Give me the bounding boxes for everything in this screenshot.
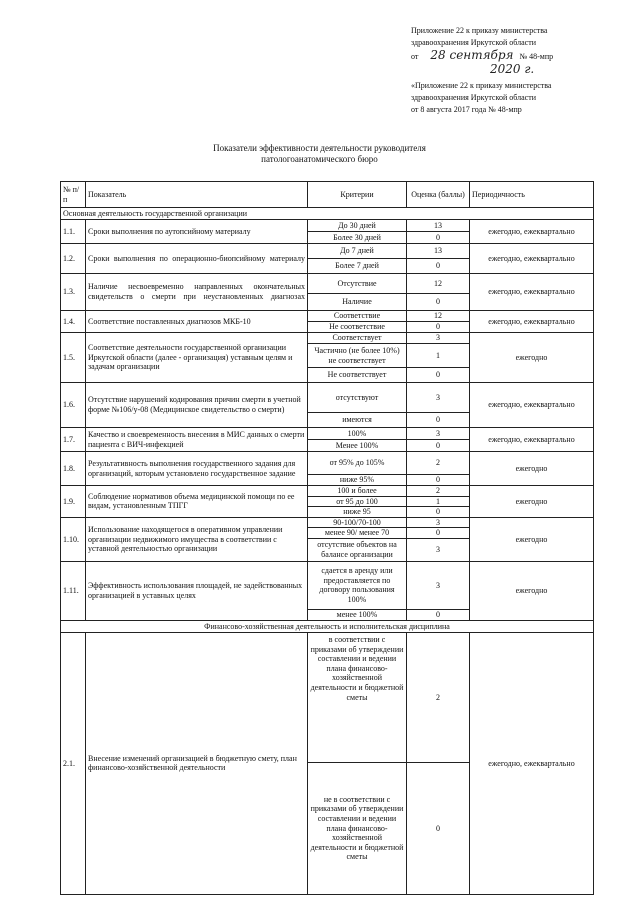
- score-cell: 0: [407, 259, 470, 274]
- table-row: [61, 274, 594, 294]
- row-num: 1.11.: [61, 561, 86, 620]
- row-indicator: Соблюдение нормативов объема медицинской помощи по ее видам, установленным ТПГГ: [86, 486, 308, 518]
- criteria-cell: менее 90/ менее 70: [308, 528, 407, 539]
- handwritten-year: 2020 г.: [490, 62, 535, 76]
- score-cell: 3: [407, 538, 470, 561]
- score-cell: 0: [407, 322, 470, 333]
- criteria-cell: отсутствие объектов на балансе организации: [308, 538, 407, 561]
- row-indicator: Использование находящегося в оперативном управлении организации недвижимого имущества в соответствии с уставной деятельностью организации: [86, 517, 308, 561]
- row-period: ежегодно: [470, 561, 594, 620]
- criteria-cell: Соответствует: [308, 333, 407, 344]
- criteria-cell: Отсутствие: [308, 274, 407, 294]
- header-date-line: [411, 50, 553, 62]
- header-line-1: Приложение 22 к приказу министерства: [411, 26, 548, 35]
- score-cell: 3: [407, 561, 470, 609]
- row-num: 1.4.: [61, 311, 86, 333]
- row-indicator: Сроки выполнения по операционно-биопсийному материалу: [86, 244, 308, 274]
- score-cell: 2: [407, 632, 470, 762]
- row-num: 1.5.: [61, 333, 86, 383]
- criteria-cell: от 95% до 105%: [308, 452, 407, 475]
- score-cell: 12: [407, 311, 470, 322]
- criteria-cell: Более 7 дней: [308, 259, 407, 274]
- header-line-5: здравоохранения Иркутской области: [411, 93, 536, 102]
- order-number: № 48-мпр: [519, 52, 554, 61]
- row-indicator: Эффективность использования площадей, не задействованных организацией в уставных целях: [86, 561, 308, 620]
- criteria-cell: от 95 до 100: [308, 496, 407, 507]
- table-row: [61, 486, 594, 497]
- score-cell: 0: [407, 762, 470, 894]
- header-line-2: здравоохранения Иркутской области: [411, 38, 536, 47]
- row-indicator: Сроки выполнения по аутопсийному материалу: [86, 220, 308, 244]
- row-period: ежегодно, ежеквартально: [470, 274, 594, 311]
- row-num: 1.9.: [61, 486, 86, 518]
- row-num: 1.2.: [61, 244, 86, 274]
- row-num: 1.3.: [61, 274, 86, 311]
- table-row: [61, 517, 594, 528]
- criteria-cell: Соответствие: [308, 311, 407, 322]
- row-period: ежегодно: [470, 517, 594, 561]
- row-period: ежегодно, ежеквартально: [470, 244, 594, 274]
- from-label: от: [411, 52, 419, 61]
- section-title-2: Финансово-хозяйственная деятельность и исполнительская дисциплина: [61, 620, 594, 632]
- criteria-cell: До 30 дней: [308, 220, 407, 232]
- criteria-cell: Не соответствует: [308, 368, 407, 383]
- header-num: № п/п: [61, 182, 86, 208]
- row-period: ежегодно, ежеквартально: [470, 383, 594, 428]
- row-period: ежегодно, ежеквартально: [470, 632, 594, 894]
- title-line-2: патологоанатомического бюро: [261, 154, 378, 164]
- score-cell: 13: [407, 220, 470, 232]
- criteria-cell: Не соответствие: [308, 322, 407, 333]
- score-cell: 0: [407, 609, 470, 620]
- criteria-cell: 90-100/70-100: [308, 517, 407, 528]
- row-indicator: Отсутствие нарушений кодирования причин смерти в учетной форме №106/у-08 (Медицинское свидетельство о смерти): [86, 383, 308, 428]
- table-row: [61, 244, 594, 259]
- row-period: ежегодно: [470, 333, 594, 383]
- criteria-cell: 100 и более: [308, 486, 407, 497]
- section-title-1: Основная деятельность государственной организации: [61, 208, 594, 220]
- score-cell: 2: [407, 486, 470, 497]
- header-indicator: Показатель: [86, 182, 308, 208]
- criteria-cell: Менее 100%: [308, 440, 407, 452]
- criteria-cell: сдается в аренду или предоставляется по договору пользования 100%: [308, 561, 407, 609]
- row-num: 1.8.: [61, 452, 86, 486]
- criteria-cell: не в соответствии с приказами об утверждении составлении и ведении плана финансово-хозяйственной деятельности и бюджетной сметы: [308, 762, 407, 894]
- score-cell: 3: [407, 517, 470, 528]
- score-cell: 1: [407, 344, 470, 368]
- table-row: [61, 383, 594, 413]
- document-title: [60, 143, 579, 165]
- score-cell: 12: [407, 274, 470, 294]
- row-num: 1.6.: [61, 383, 86, 428]
- row-period: ежегодно, ежеквартально: [470, 220, 594, 244]
- score-cell: 0: [407, 232, 470, 244]
- score-cell: 0: [407, 528, 470, 539]
- score-cell: 13: [407, 244, 470, 259]
- row-period: ежегодно, ежеквартально: [470, 428, 594, 452]
- score-cell: 3: [407, 333, 470, 344]
- row-period: ежегодно: [470, 486, 594, 518]
- criteria-cell: в соответствии с приказами об утверждении составлении и ведении плана финансово-хозяйственной деятельности и бюджетной сметы: [308, 632, 407, 762]
- section-row-2: [61, 620, 594, 632]
- row-num: 1.7.: [61, 428, 86, 452]
- criteria-cell: отсутствуют: [308, 383, 407, 413]
- score-cell: 2: [407, 452, 470, 475]
- indicators-table: [60, 181, 594, 895]
- table-row: [61, 220, 594, 232]
- handwritten-date: 28 сентября: [430, 48, 514, 62]
- criteria-cell: До 7 дней: [308, 244, 407, 259]
- criteria-cell: ниже 95%: [308, 475, 407, 486]
- row-indicator: Соответствие деятельности государственной организации Иркутской области (далее - организация) уставным целям и задачам организации: [86, 333, 308, 383]
- score-cell: 3: [407, 383, 470, 413]
- table-row: [61, 333, 594, 344]
- criteria-cell: Наличие: [308, 294, 407, 311]
- header-line-6: от 8 августа 2017 года № 48-мпр: [411, 105, 522, 114]
- table-row: [61, 311, 594, 322]
- row-indicator: Наличие несвоевременно направленных окончательных свидетельств о смерти при неустановленных диагнозах: [86, 274, 308, 311]
- table-row: [61, 428, 594, 440]
- row-num: 2.1.: [61, 632, 86, 894]
- row-indicator: Соответствие поставленных диагнозов МКБ-10: [86, 311, 308, 333]
- criteria-cell: Частично (не более 10%) не соответствует: [308, 344, 407, 368]
- criteria-cell: имеются: [308, 413, 407, 428]
- score-cell: 0: [407, 368, 470, 383]
- table-row: [61, 561, 594, 609]
- title-line-1: Показатели эффективности деятельности руководителя: [213, 143, 426, 153]
- score-cell: 0: [407, 413, 470, 428]
- row-indicator: Внесение изменений организацией в бюджетную смету, план финансово-хозяйственной деятельности: [86, 632, 308, 894]
- criteria-cell: Более 30 дней: [308, 232, 407, 244]
- header-criteria: Критерии: [308, 182, 407, 208]
- row-period: ежегодно: [470, 452, 594, 486]
- score-cell: 3: [407, 428, 470, 440]
- score-cell: 0: [407, 294, 470, 311]
- section-row-1: [61, 208, 594, 220]
- row-period: ежегодно, ежеквартально: [470, 311, 594, 333]
- table-row: [61, 452, 594, 475]
- score-cell: 0: [407, 507, 470, 518]
- criteria-cell: менее 100%: [308, 609, 407, 620]
- score-cell: 0: [407, 475, 470, 486]
- criteria-cell: ниже 95: [308, 507, 407, 518]
- criteria-cell: 100%: [308, 428, 407, 440]
- score-cell: 1: [407, 496, 470, 507]
- row-num: 1.10.: [61, 517, 86, 561]
- table-header-row: [61, 182, 594, 208]
- header-score: Оценка (баллы): [407, 182, 470, 208]
- row-indicator: Качество и своевременность внесения в МИС данных о смерти пациента с ВИЧ-инфекцией: [86, 428, 308, 452]
- header-line-4: «Приложение 22 к приказу министерства: [411, 81, 552, 90]
- score-cell: 0: [407, 440, 470, 452]
- row-num: 1.1.: [61, 220, 86, 244]
- header-period: Периодичность: [470, 182, 594, 208]
- table-row: [61, 632, 594, 762]
- row-indicator: Результативность выполнения государственного задания для организаций, которым установлено государственное задание: [86, 452, 308, 486]
